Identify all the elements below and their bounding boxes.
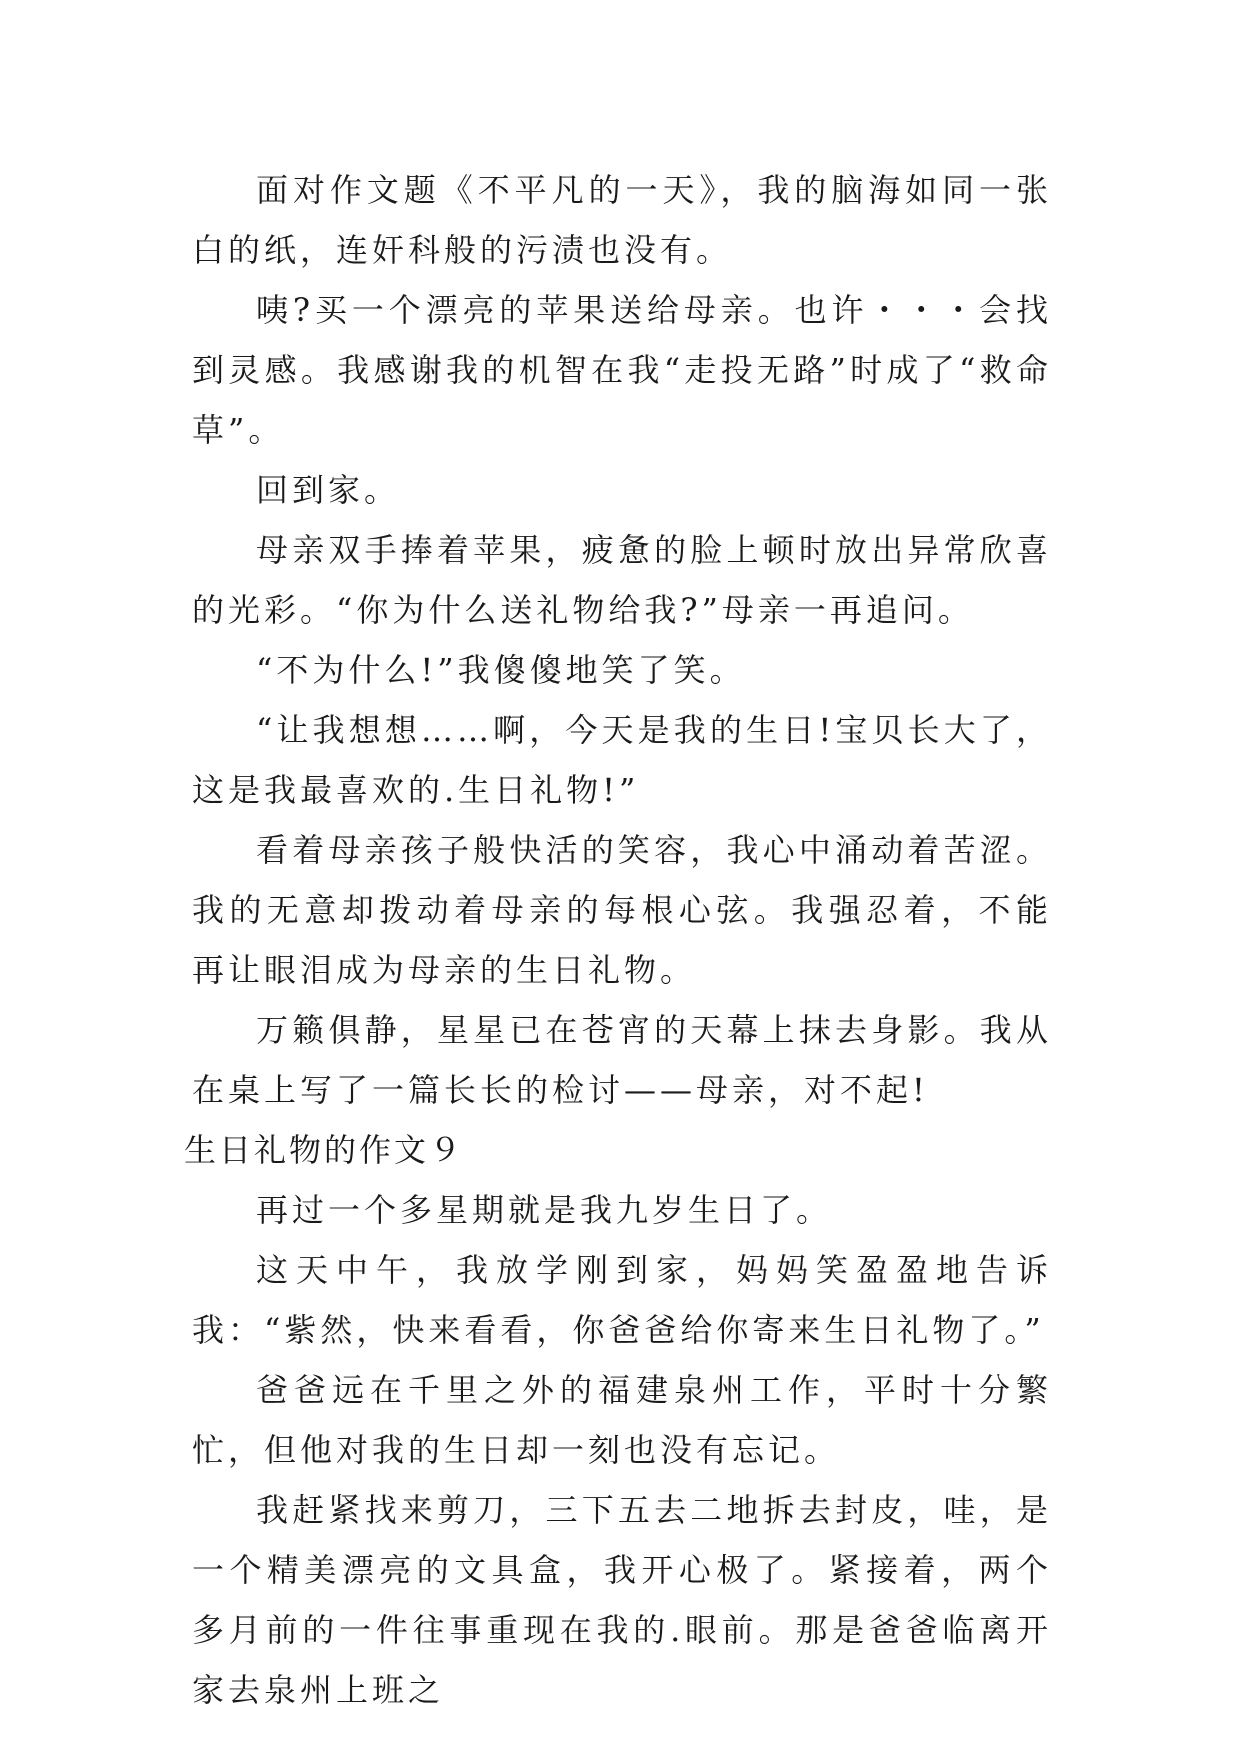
document-body (184, 160, 1052, 1720)
paragraph: 爸爸远在千里之外的福建泉州工作，平时十分繁忙，但他对我的生日却一刻也没有忘记。 (192, 1371, 1052, 1469)
paragraph: 再过一个多星期就是我九岁生日了。 (256, 1191, 833, 1229)
paragraph: “不为什么!”我傻傻地笑了笑。 (256, 651, 746, 689)
paragraph: 咦?买一个漂亮的苹果送给母亲。也许・・・会找到灵感。我感谢我的机智在我“走投无路”时成了“救命草”。 (192, 291, 1052, 449)
paragraph: “让我想想……啊，今天是我的生日!宝贝长大了，这是我最喜欢的.生日礼物!” (192, 711, 1052, 809)
paragraph: 万籁俱静，星星已在苍宵的天幕上抹去身影。我从在桌上写了一篇长长的检讨——母亲，对不起! (192, 1011, 1052, 1109)
paragraph: 母亲双手捧着苹果，疲惫的脸上顿时放出异常欣喜的光彩。“你为什么送礼物给我?”母亲一再追问。 (192, 531, 1052, 629)
paragraph: 我赶紧找来剪刀，三下五去二地拆去封皮，哇，是一个精美漂亮的文具盒，我开心极了。紧接着，两个多月前的一件往事重现在我的.眼前。那是爸爸临离开家去泉州上班之 (192, 1491, 1052, 1709)
paragraph: 这天中午，我放学刚到家，妈妈笑盈盈地告诉我：“紫然，快来看看，你爸爸给你寄来生日礼物了。” (192, 1251, 1052, 1349)
paragraph: 回到家。 (256, 471, 401, 509)
essay-title: 生日礼物的作文９ (184, 1131, 465, 1169)
paragraph: 面对作文题《不平凡的一天》，我的脑海如同一张白的纸，连奸科般的污渍也没有。 (192, 171, 1052, 269)
paragraph: 看着母亲孩子般快活的笑容，我心中涌动着苦涩。我的无意却拨动着母亲的每根心弦。我强忍着，不能再让眼泪成为母亲的生日礼物。 (192, 831, 1052, 989)
